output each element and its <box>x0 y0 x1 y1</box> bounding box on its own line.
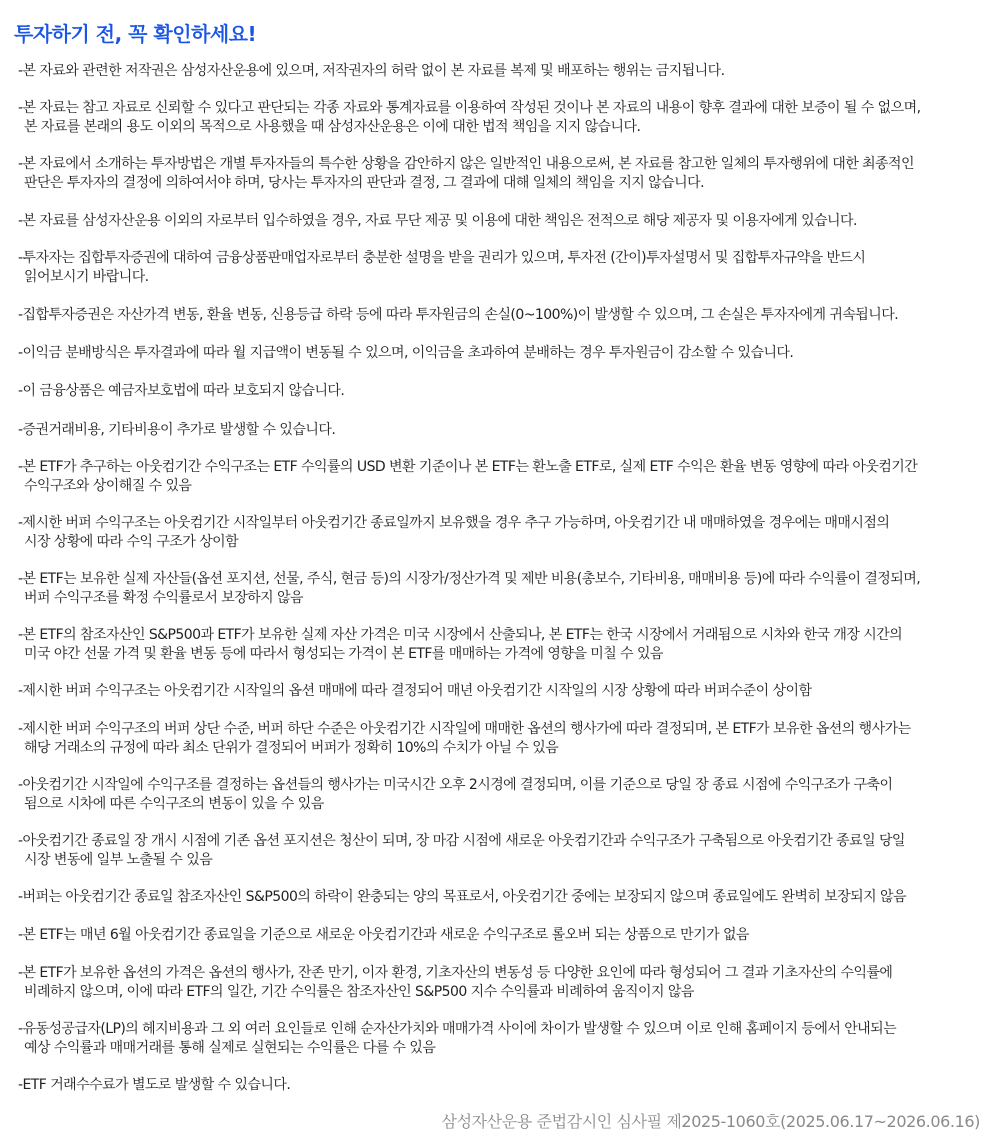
disclaimer-line: 버퍼 수익구조를 확정 수익률로서 보장하지 않음 <box>24 590 303 606</box>
disclaimer-line: 본 자료를 본래의 용도 이외의 목적으로 사용했을 때 삼성자산운용은 이에 대한 법적 책임을 지지 않습니다. <box>24 119 641 135</box>
disclaimer-line: -본 ETF는 매년 6월 아웃컴기간 종료일을 기준으로 새로운 아웃컴기간과 새로운 수익구조로 롤오버 되는 상품으로 만기가 없음 <box>18 927 749 943</box>
disclaimer-line: -제시한 버퍼 수익구조의 버퍼 상단 수준, 버퍼 하단 수준은 아웃컴기간 시작일에 매매한 옵션의 행사가에 따라 결정되며, 본 ETF가 보유한 옵션의 행사가는 <box>18 721 911 737</box>
disclaimer-line: -이익금 분배방식은 투자결과에 따라 월 지급액이 변동될 수 있으며, 이익금을 초과하여 분배하는 경우 투자원금이 감소할 수 있습니다. <box>18 345 794 361</box>
disclaimer-item <box>18 926 993 945</box>
disclaimer-item <box>18 720 993 758</box>
disclaimer-line: -집합투자증권은 자산가격 변동, 환율 변동, 신용등급 하락 등에 따라 투자원금의 손실(0~100%)이 발생할 수 있으며, 그 손실은 투자자에게 귀속됩니다. <box>18 307 899 323</box>
disclaimer-line: -본 자료에서 소개하는 투자방법은 개별 투자자들의 특수한 상황을 감안하지 않은 일반적인 내용으로써, 본 자료를 참고한 일체의 투자행위에 대한 최종적인 <box>18 156 914 172</box>
disclaimer-item <box>18 155 993 193</box>
disclaimer-item <box>18 1076 993 1095</box>
disclaimer-line: -아웃컴기간 시작일에 수익구조를 결정하는 옵션들의 행사가는 미국시간 오후 2시경에 결정되며, 이를 기준으로 당일 장 종료 시점에 수익구조가 구축이 <box>18 777 893 793</box>
disclaimer-item <box>18 776 993 814</box>
disclaimer-line: -본 ETF가 보유한 옵션의 가격은 옵션의 행사가, 잔존 만기, 이자 환경, 기초자산의 변동성 등 다양한 요인에 따라 형성되어 그 결과 기초자산의 수익률에 <box>18 965 893 981</box>
disclaimer-line: -이 금융상품은 예금자보호법에 따라 보호되지 않습니다. <box>18 383 345 399</box>
disclaimer-item <box>18 682 993 701</box>
disclaimer-item <box>18 249 993 287</box>
disclaimer-item <box>18 382 993 401</box>
disclaimer-line: -유동성공급자(LP)의 헤지비용과 그 외 여러 요인들로 인해 순자산가치와 매매가격 사이에 차이가 발생할 수 있으며 이로 인해 홈페이지 등에서 안내되는 <box>18 1021 897 1037</box>
disclaimer-item <box>18 458 993 496</box>
disclaimer-line: -본 ETF는 보유한 실제 자산들(옵션 포지션, 선물, 주식, 현금 등)의 시장가/정산가격 및 제반 비용(총보수, 기타비용, 매매비용 등)에 따라 수익률이 결정되며, <box>18 571 921 587</box>
compliance-approval-number: 삼성자산운용 준법감시인 심사필 제2025-1060호(2025.06.17~2026.06.16) <box>441 1112 980 1131</box>
disclaimer-item <box>18 514 993 552</box>
disclaimer-line: 해당 거래소의 규정에 따라 최소 단위가 결정되어 버퍼가 정확히 10%의 수치가 아닐 수 있음 <box>24 740 559 756</box>
disclaimer-line: 시장 상황에 따라 수익 구조가 상이함 <box>24 534 239 550</box>
disclaimer-line: 됨으로 시차에 따른 수익구조의 변동이 있을 수 있음 <box>24 796 324 812</box>
disclaimer-line: 미국 야간 선물 가격 및 환율 변동 등에 따라서 형성되는 가격이 본 ETF를 매매하는 가격에 영향을 미칠 수 있음 <box>24 646 663 662</box>
disclaimer-line: -본 자료를 삼성자산운용 이외의 자로부터 입수하였을 경우, 자료 무단 제공 및 이용에 대한 책임은 전적으로 해당 제공자 및 이용자에게 있습니다. <box>18 213 857 229</box>
disclaimer-line: -ETF 거래수수료가 별도로 발생할 수 있습니다. <box>18 1077 291 1093</box>
disclaimer-item <box>18 421 993 440</box>
disclaimer-item <box>18 344 993 363</box>
disclaimer-line: -본 자료와 관련한 저작권은 삼성자산운용에 있으며, 저작권자의 허락 없이 본 자료를 복제 및 배포하는 행위는 금지됩니다. <box>18 63 725 79</box>
disclaimer-item <box>18 888 993 907</box>
disclaimer-line: -본 ETF가 추구하는 아웃컴기간 수익구조는 ETF 수익률의 USD 변환 기준이나 본 ETF는 환노출 ETF로, 실제 ETF 수익은 환율 변동 영향에 따라 아웃컴기간 <box>18 459 918 475</box>
disclaimer-item <box>18 306 993 325</box>
disclaimer-line: -증권거래비용, 기타비용이 추가로 발생할 수 있습니다. <box>18 422 336 438</box>
disclaimer-line: 예상 수익률과 매매거래를 통해 실제로 실현되는 수익률은 다를 수 있음 <box>24 1040 436 1056</box>
disclaimer-item <box>18 1020 993 1058</box>
disclaimer-item <box>18 62 993 81</box>
disclaimer-line: -투자자는 집합투자증권에 대하여 금융상품판매업자로부터 충분한 설명을 받을 권리가 있으며, 투자전 (간이)투자설명서 및 집합투자규약을 반드시 <box>18 250 866 266</box>
disclaimer-line: -버퍼는 아웃컴기간 종료일 참조자산인 S&P500의 하락이 완충되는 양의 목표로서, 아웃컴기간 중에는 보장되지 않으며 종료일에도 완벽히 보장되지 않음 <box>18 889 906 905</box>
disclaimer-item <box>18 626 993 664</box>
disclaimer-item <box>18 964 993 1002</box>
disclaimer-item <box>18 832 993 870</box>
disclaimer-line: -본 자료는 참고 자료로 신뢰할 수 있다고 판단되는 각종 자료와 통계자료를 이용하여 작성된 것이나 본 자료의 내용이 향후 결과에 대한 보증이 될 수 없으며, <box>18 100 921 116</box>
disclaimer-item <box>18 212 993 231</box>
disclaimer-line: 읽어보시기 바랍니다. <box>24 269 149 285</box>
disclaimer-item <box>18 99 993 137</box>
disclaimer-line: 시장 변동에 일부 노출될 수 있음 <box>24 852 213 868</box>
disclaimer-line: -제시한 버퍼 수익구조는 아웃컴기간 시작일부터 아웃컴기간 종료일까지 보유했을 경우 추구 가능하며, 아웃컴기간 내 매매하였을 경우에는 매매시점의 <box>18 515 890 531</box>
disclaimer-line: -제시한 버퍼 수익구조는 아웃컴기간 시작일의 옵션 매매에 따라 결정되어 매년 아웃컴기간 시작일의 시장 상황에 따라 버퍼수준이 상이함 <box>18 683 812 699</box>
notice-title: 투자하기 전, 꼭 확인하세요! <box>14 22 257 46</box>
disclaimer-line: -본 ETF의 참조자산인 S&P500과 ETF가 보유한 실제 자산 가격은 미국 시장에서 산출되나, 본 ETF는 한국 시장에서 거래됨으로 시차와 한국 개장 시간의 <box>18 627 903 643</box>
disclaimer-item <box>18 570 993 608</box>
disclaimer-line: 비례하지 않으며, 이에 따라 ETF의 일간, 기간 수익률은 참조자산인 S&P500 지수 수익률과 비례하여 움직이지 않음 <box>24 984 694 1000</box>
disclaimer-line: -아웃컴기간 종료일 장 개시 시점에 기존 옵션 포지션은 청산이 되며, 장 마감 시점에 새로운 아웃컴기간과 수익구조가 구축됨으로 아웃컴기간 종료일 당일 <box>18 833 905 849</box>
disclaimer-line: 수익구조와 상이해질 수 있음 <box>24 478 192 494</box>
disclaimer-line: 판단은 투자자의 결정에 의하여서야 하며, 당사는 투자자의 판단과 결정, 그 결과에 대해 일체의 책임을 지지 않습니다. <box>24 175 704 191</box>
